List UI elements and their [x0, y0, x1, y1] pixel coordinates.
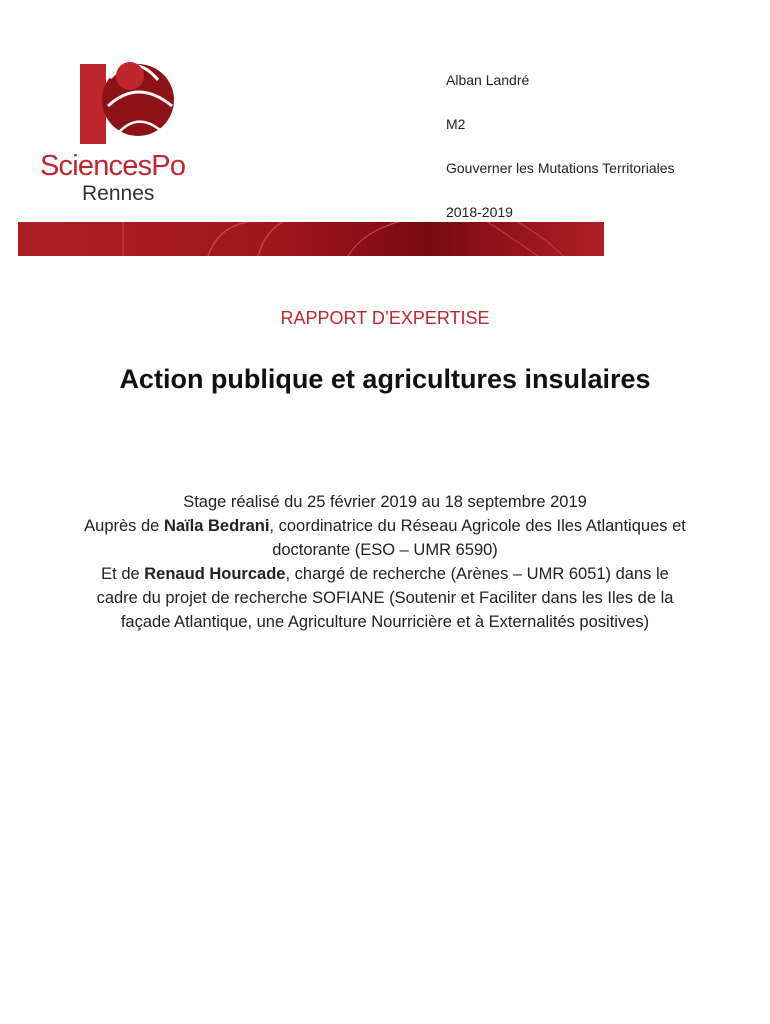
author-name: Alban Landré	[446, 72, 530, 88]
internship-dates: Stage réalisé du 25 février 2019 au 18 septembre 2019	[183, 493, 587, 511]
logo-emblem-icon	[80, 58, 180, 153]
internship-details	[80, 490, 690, 634]
logo-name: SciencesPo	[40, 150, 186, 182]
program-name: Gouverner les Mutations Territoriales	[446, 160, 675, 176]
academic-years: 2018-2019	[446, 204, 513, 220]
supervisor-2-name: Renaud Hourcade	[144, 565, 286, 583]
document-title: Action publique et agricultures insulaires	[119, 364, 651, 394]
document-meta	[446, 70, 675, 246]
decorative-band	[18, 222, 604, 256]
supervisor-1-name: Naïla Bedrani	[163, 517, 270, 535]
report-type: RAPPORT D’EXPERTISE	[280, 308, 490, 328]
degree-level: M2	[446, 116, 466, 132]
supervisor-2-role: , chargé de recherche (Arènes – UMR 6051) dans le cadre du projet de recherche SOFIANE (Soutenir et Faciliter dans les Iles de la façade Atlantique, une Agriculture Nourricière et à Externalités positives)	[96, 565, 674, 631]
supervisor-2	[80, 562, 690, 634]
sciencespo-logo	[40, 58, 210, 208]
supervisor-1-prefix: Auprès de	[84, 517, 164, 535]
supervisor-2-prefix: Et de	[101, 565, 145, 583]
supervisor-1	[80, 514, 690, 562]
logo-city: Rennes	[82, 182, 155, 205]
supervisor-1-role: , coordinatrice du Réseau Agricole des Iles Atlantiques et doctorante (ESO – UMR 6590)	[269, 517, 686, 559]
